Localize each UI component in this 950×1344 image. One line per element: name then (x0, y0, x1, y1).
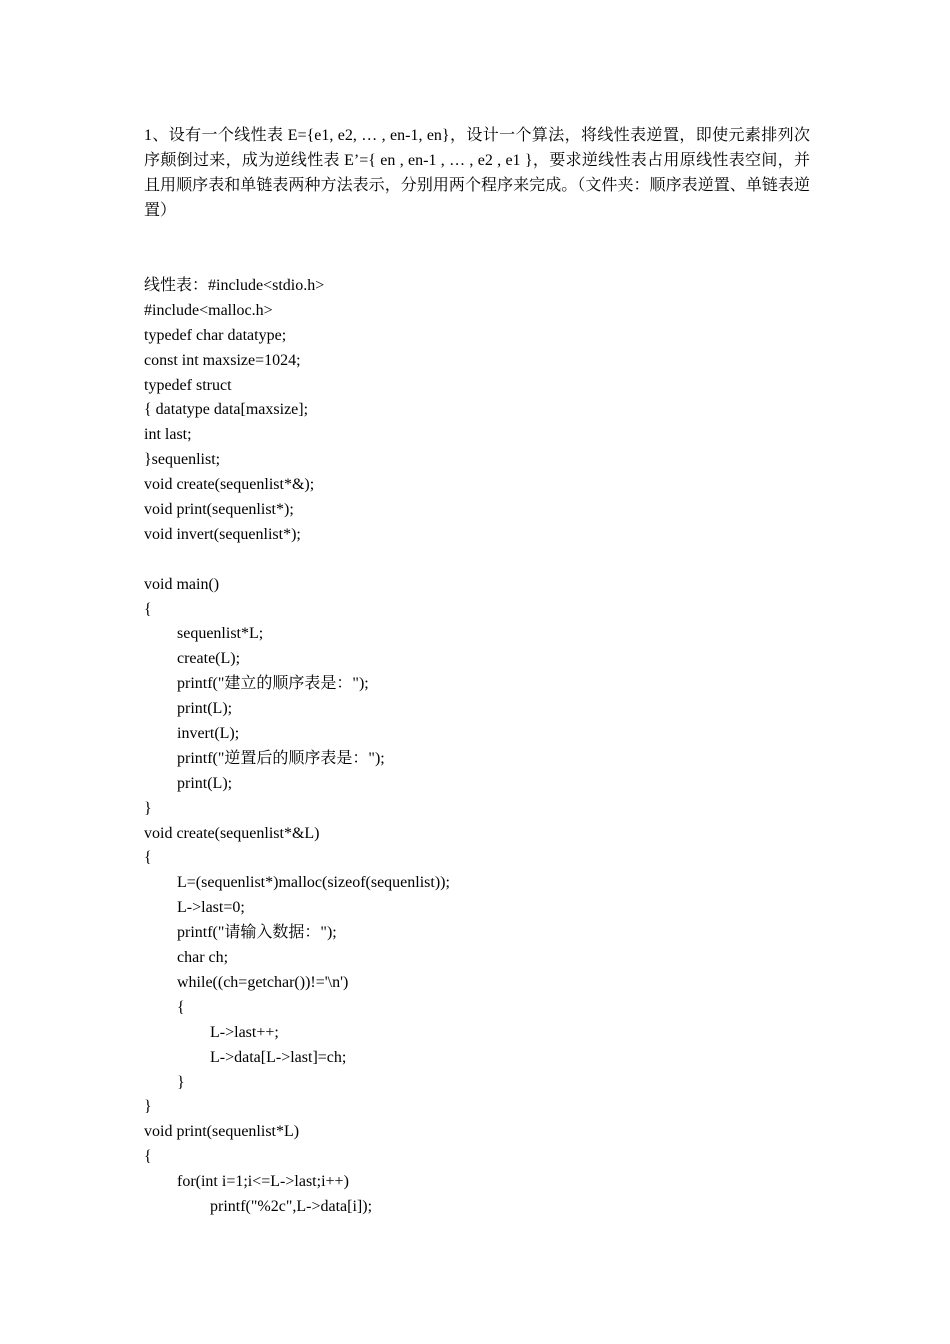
code-line: L=(sequenlist*)malloc(sizeof(sequenlist)); (177, 874, 450, 892)
code-line: { (144, 600, 152, 618)
code-line: sequenlist*L; (177, 625, 264, 643)
code-line: #include<malloc.h> (144, 301, 273, 319)
code-line: print(L); (177, 700, 233, 718)
code-line: printf("请输入数据："); (177, 924, 337, 942)
code-line: void create(sequenlist*&); (144, 476, 315, 494)
code-line: while((ch=getchar())!='\n') (177, 973, 349, 991)
code-line: } (144, 1098, 152, 1116)
code-line: char ch; (177, 949, 229, 967)
code-line: const int maxsize=1024; (144, 351, 301, 369)
code-line: void print(sequenlist*); (144, 501, 294, 519)
code-listing (144, 274, 824, 1220)
code-line: void print(sequenlist*L) (144, 1123, 300, 1141)
code-line: } (144, 799, 152, 817)
code-line: void create(sequenlist*&L) (144, 824, 320, 842)
code-line: { (144, 1148, 152, 1166)
code-line: L->data[L->last]=ch; (210, 1048, 347, 1066)
problem-statement: 1、设有一个线性表 E={e1, e2, … , en-1, en}，设计一个算法，将线性表逆置，即使元素排列次序颠倒过来，成为逆线性表 E’={ en , en-1 , … , e2 , e1 }，要求逆线性表占用原线性表空间，并且用顺序表和单链表两种方法表示，分别用两个程序来完成。（文件夹：顺序表逆置、单链表逆置） (144, 127, 810, 219)
code-line: L->last=0; (177, 899, 245, 917)
code-line: }sequenlist; (144, 451, 221, 469)
code-line: for(int i=1;i<=L->last;i++) (177, 1173, 349, 1191)
code-line: printf("建立的顺序表是："); (177, 675, 369, 693)
code-line: { (177, 998, 185, 1016)
code-line: invert(L); (177, 725, 240, 743)
code-line (144, 548, 824, 573)
code-line: void main() (144, 575, 220, 593)
code-line: { (144, 849, 152, 867)
code-line: printf("逆置后的顺序表是："); (177, 749, 385, 767)
code-line: L->last++; (210, 1023, 279, 1041)
code-line: typedef struct (144, 376, 232, 394)
code-line: typedef char datatype; (144, 326, 287, 344)
code-line: int last; (144, 426, 192, 444)
code-line: print(L); (177, 774, 233, 792)
code-line: void invert(sequenlist*); (144, 525, 301, 543)
code-line: } (177, 1073, 185, 1091)
code-line: printf("%2c",L->data[i]); (210, 1197, 373, 1215)
code-line: 线性表：#include<stdio.h> (144, 277, 325, 294)
code-line: { datatype data[maxsize]; (144, 401, 309, 419)
code-line: create(L); (177, 650, 241, 668)
